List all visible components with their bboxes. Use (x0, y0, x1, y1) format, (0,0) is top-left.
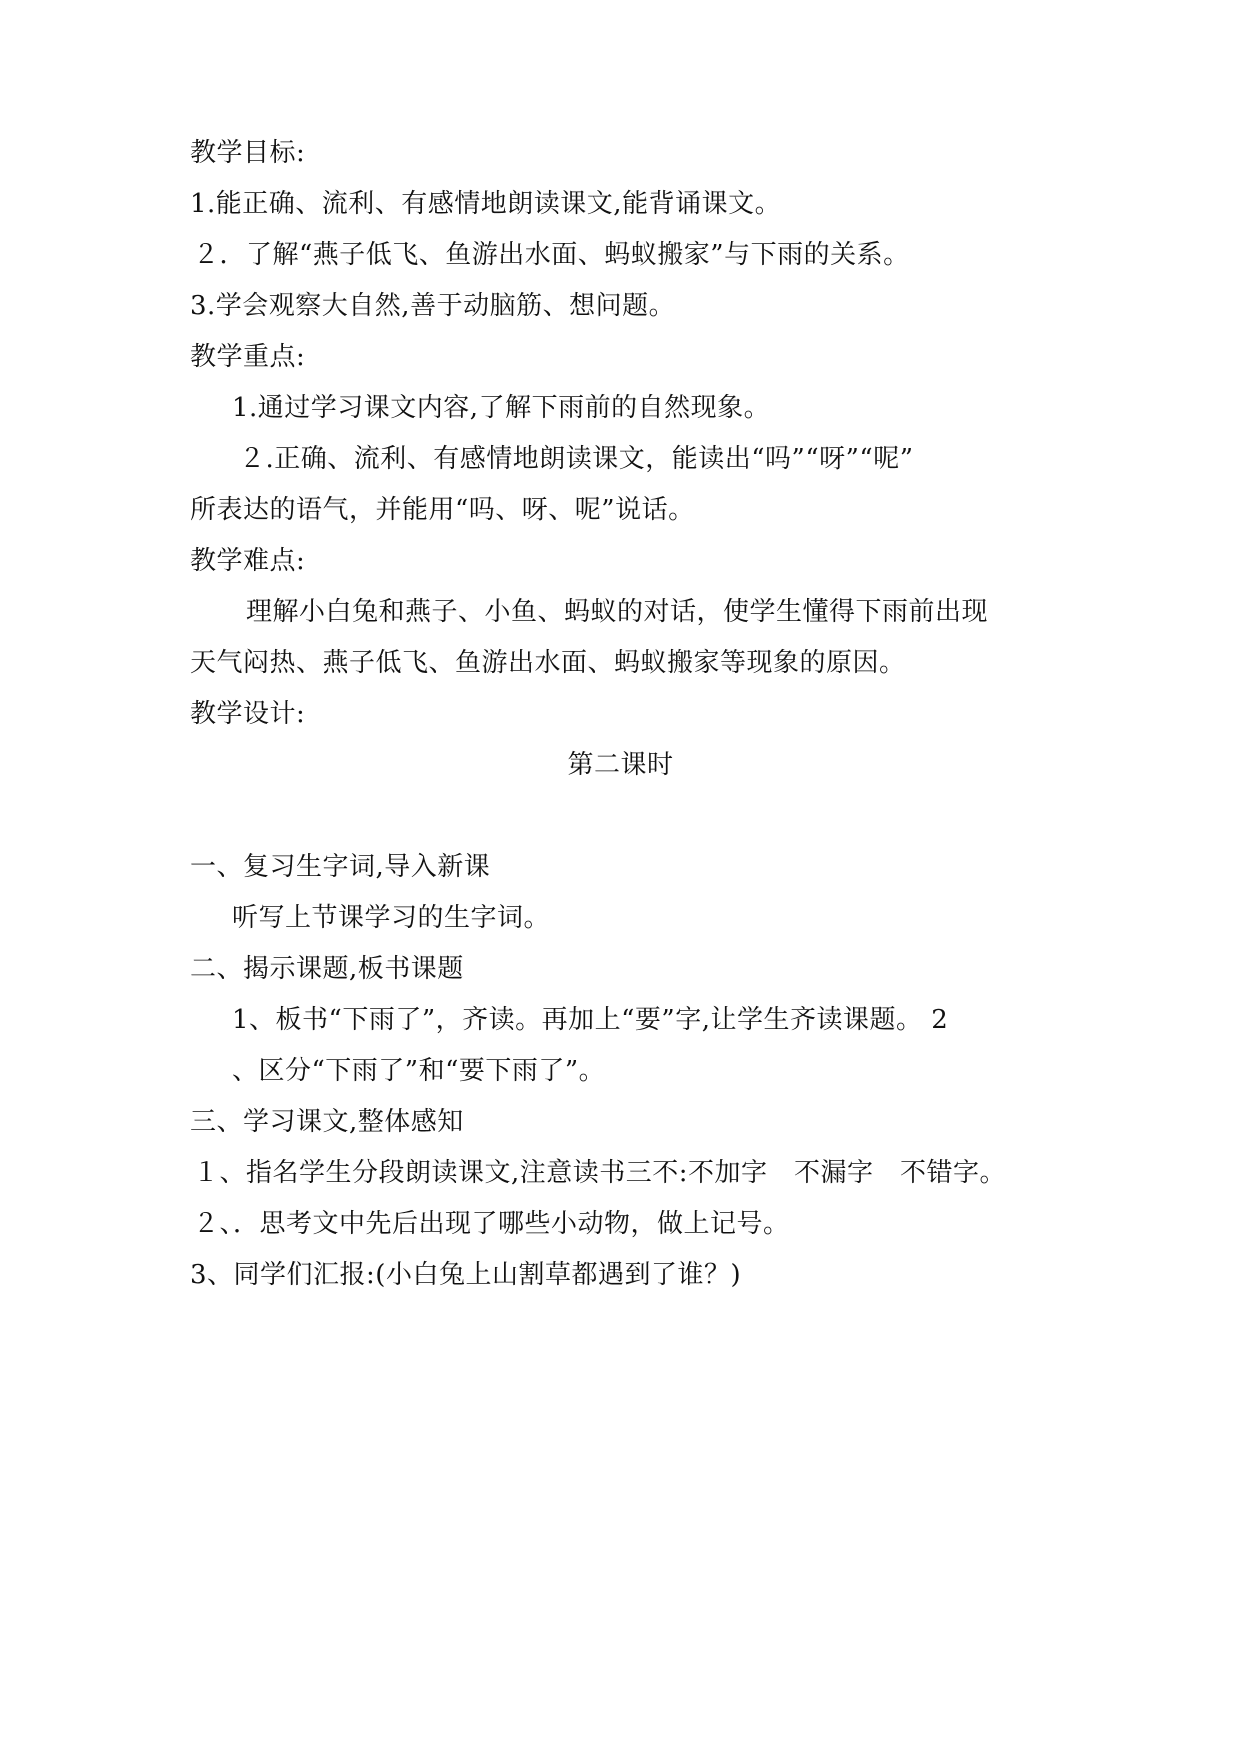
section-1-text: 听写上节课学习的生字词。 (232, 903, 551, 933)
goal-1: 1.能正确、流利、有感情地朗读课文,能背诵课文。 (190, 189, 782, 219)
heading-design: 教学设计: (190, 699, 306, 729)
section-2-heading: 二、揭示课题,板书课题 (190, 954, 464, 984)
keypoint-2-line2: 所表达的语气，并能用“吗、呀、呢”说话。 (190, 495, 695, 525)
difficulty-line2: 天气闷热、燕子低飞、鱼游出水面、蚂蚁搬家等现象的原因。 (190, 648, 906, 678)
keypoint-2-line1: ２.正确、流利、有感情地朗读课文，能读出“吗”“呀”“呢” (239, 444, 914, 474)
heading-keypoints: 教学重点: (190, 342, 306, 372)
section-1-heading: 一、复习生字词,导入新课 (190, 852, 491, 882)
lesson-title: 第二课时 (567, 750, 674, 780)
goal-3: 3.学会观察大自然,善于动脑筋、想问题。 (190, 291, 676, 321)
section-3-item-1: １、指名学生分段朗读课文,注意读书三不:不加字 不漏字 不错字。 (193, 1158, 1007, 1188)
section-3-item-3: 3、同学们汇报:(小白兔上山割草都遇到了谁？) (190, 1260, 742, 1290)
keypoint-1: 1.通过学习课文内容,了解下雨前的自然现象。 (232, 393, 771, 423)
heading-difficulty: 教学难点: (190, 546, 306, 576)
heading-goals: 教学目标: (190, 138, 306, 168)
difficulty-line1: 理解小白兔和燕子、小鱼、蚂蚁的对话，使学生懂得下雨前出现 (246, 597, 989, 627)
section-2-item-1: 1、板书“下雨了”，齐读。再加上“要”字,让学生齐读课题。 2 (232, 1005, 949, 1035)
section-3-heading: 三、学习课文,整体感知 (190, 1107, 464, 1137)
section-2-item-2: 、区分“下雨了”和“要下雨了”。 (232, 1056, 606, 1086)
goal-2: ２．了解“燕子低飞、鱼游出水面、蚂蚁搬家”与下雨的关系。 (193, 240, 910, 270)
section-3-item-2: ２、．思考文中先后出现了哪些小动物，做上记号。 (193, 1209, 790, 1239)
